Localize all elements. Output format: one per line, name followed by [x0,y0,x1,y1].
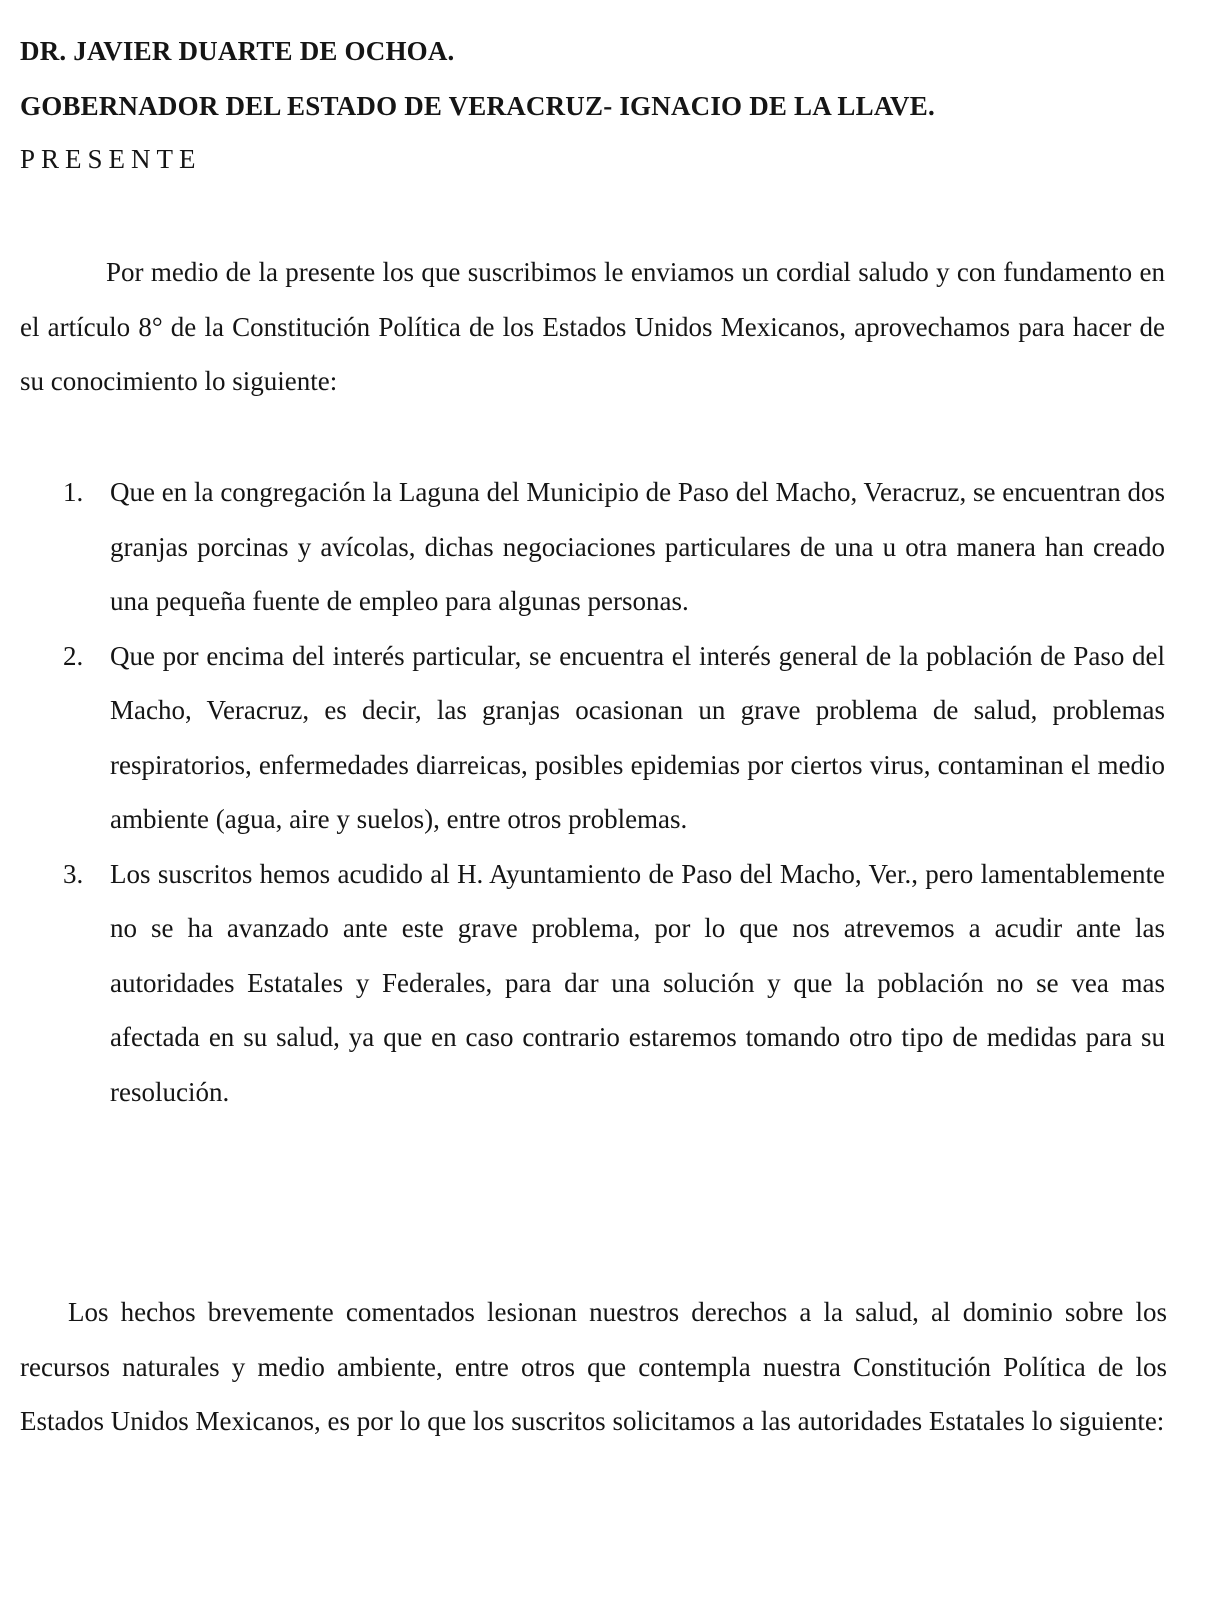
addressee-name: DR. JAVIER DUARTE DE OCHOA. [20,36,455,66]
list-item-number: 2. [63,640,84,671]
list-item-number: 1. [63,477,84,507]
list-item-number: 3. [63,858,84,889]
list-item-text: Que en la congregación la Laguna del Municipio de Paso del Macho, Veracruz, se encuentran dos granjas porcinas y avícolas, dichas negociaciones particulares de una u otra manera han creado una pequeña fuente de empleo para algunas personas. [110,477,1165,616]
list-item [20,629,1165,847]
list-item-text: Que por encima del interés particular, se encuentra el interés general de la población de Paso del Macho, Veracruz, es decir, las granjas ocasionan un grave problema de salud, problemas respiratorios, enfermedades diarreicas, posibles epidemias por ciertos virus, contaminan el medio ambiente (agua, aire y suelos), entre otros problemas. [110,640,1165,834]
facts-list [20,465,1165,1119]
addressee-title: GOBERNADOR DEL ESTADO DE VERACRUZ- IGNACIO DE LA LLAVE. [20,91,935,121]
closing-paragraph: Los hechos brevemente comentados lesionan nuestros derechos a la salud, al dominio sobre los recursos naturales y medio ambiente, entre otros que contempla nuestra Constitución Política de los Estados Unidos Mexicanos, es por lo que los suscritos solicitamos a las autoridades Estatales lo siguiente: [20,1297,1167,1436]
intro-paragraph: Por medio de la presente los que suscribimos le enviamos un cordial saludo y con fundamento en el artículo 8° de la Constitución Política de los Estados Unidos Mexicanos, aprovechamos para hacer de su conocimiento lo siguiente: [20,257,1165,396]
list-item [20,465,1165,629]
list-item-text: Los suscritos hemos acudido al H. Ayuntamiento de Paso del Macho, Ver., pero lamentablemente no se ha avanzado ante este grave problema, por lo que nos atrevemos a acudir ante las autoridades Estatales y Federales, para dar una solución y que la población no se vea mas afectada en su salud, ya que en caso contrario estaremos tomando otro tipo de medidas para su resolución. [110,858,1165,1107]
presente-heading: PRESENTE [20,144,202,174]
list-item [20,847,1165,1120]
